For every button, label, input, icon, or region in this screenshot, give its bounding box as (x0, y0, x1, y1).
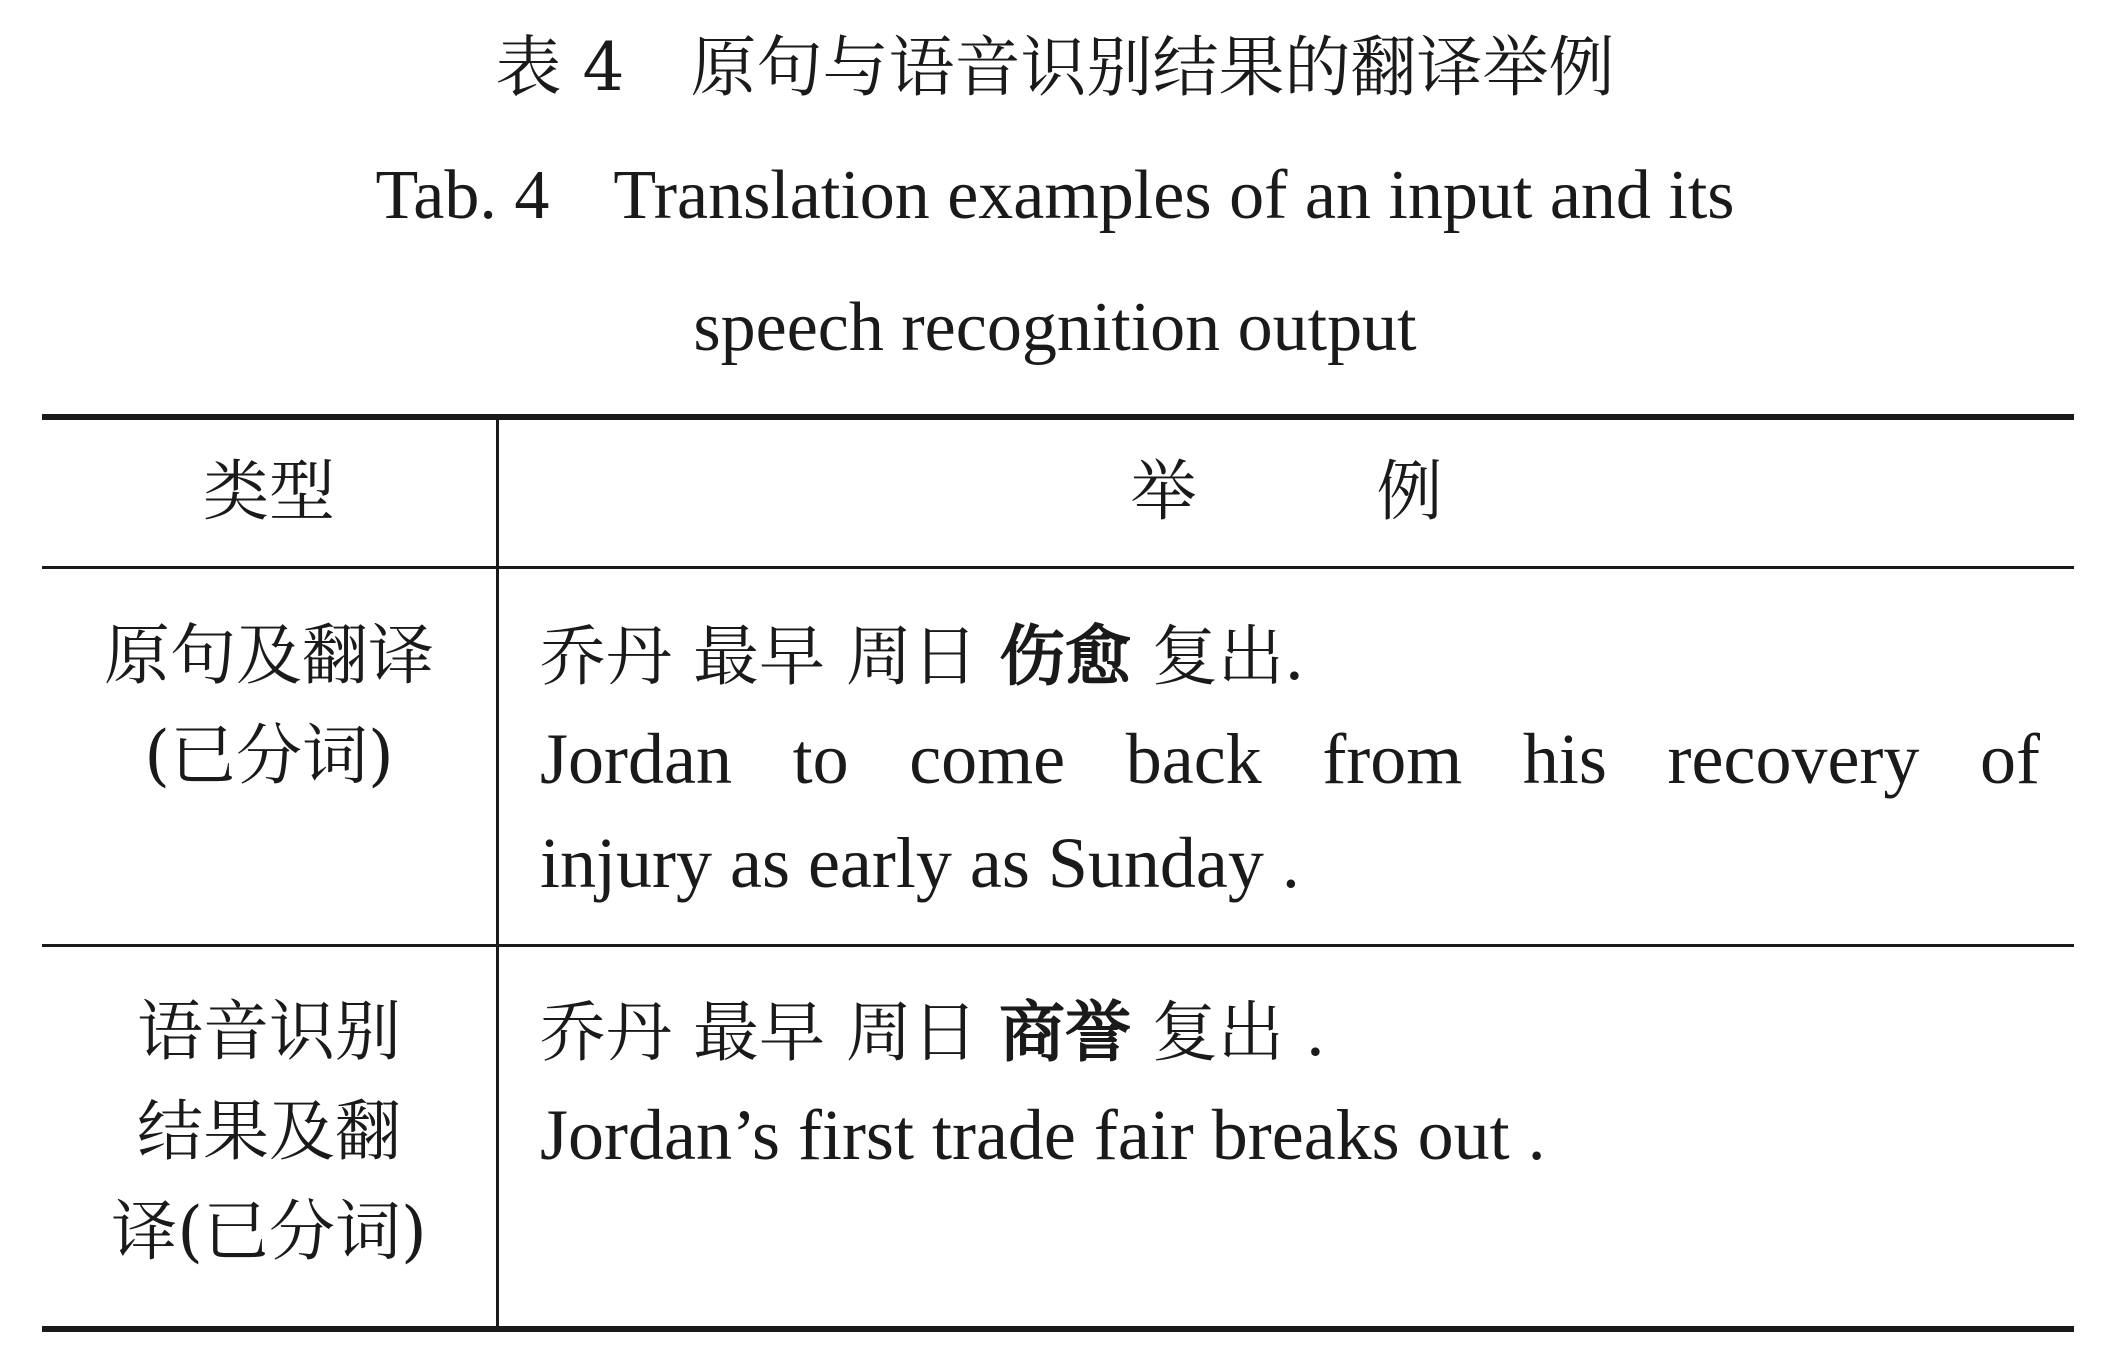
asr-sentence-segmented (540, 982, 2040, 1083)
table-header-rule (42, 566, 2074, 569)
row-type-original (42, 606, 496, 806)
source-sentence-highlight: 伤愈 (998, 617, 1131, 695)
row-type-asr-line1: 语音识别 (137, 993, 401, 1070)
source-sentence-segmented (540, 606, 2040, 707)
column-header-type: 类型 (203, 453, 335, 530)
table-row-divider (42, 944, 2074, 947)
row-type-asr-line3: 译(已分词) (111, 1193, 427, 1270)
table-caption-english-line2: speech recognition output (693, 289, 1417, 366)
table-top-rule (42, 414, 2074, 420)
asr-sentence-highlight: 商誉 (998, 993, 1131, 1071)
table-caption-english (0, 148, 2110, 244)
source-translation-line2: injury as early as Sunday . (540, 823, 1300, 903)
table-caption-label: Tab. 4 (375, 157, 550, 234)
row-type-original-line2: (已分词) (144, 717, 394, 794)
asr-sentence-pre: 乔丹 最早 周日 (540, 994, 999, 1071)
table-bottom-rule (42, 1326, 2074, 1332)
column-header-example-char1: 举 (1130, 453, 1197, 530)
table-caption-english-line1: Translation examples of an input and its (613, 157, 1735, 234)
column-header-example-char2: 例 (1376, 453, 1443, 530)
row-example-original (540, 606, 2040, 915)
source-sentence-post: 复出. (1130, 618, 1305, 695)
column-header-example (499, 442, 2074, 542)
source-sentence-pre: 乔丹 最早 周日 (540, 618, 999, 695)
row-example-asr (540, 982, 2040, 1187)
row-type-asr (42, 982, 496, 1282)
table-column-divider (496, 418, 499, 1328)
table-caption-chinese: 表 4 原句与语音识别结果的翻译举例 (495, 29, 1615, 106)
row-type-original-line1: 原句及翻译 (104, 617, 434, 694)
asr-sentence-post: 复出 . (1130, 994, 1326, 1071)
source-translation-line1: Jordan to come back from his recovery of (540, 719, 2040, 799)
row-type-asr-line2: 结果及翻 (137, 1093, 401, 1170)
asr-translation-line1: Jordan’s first trade fair breaks out . (540, 1095, 1546, 1175)
